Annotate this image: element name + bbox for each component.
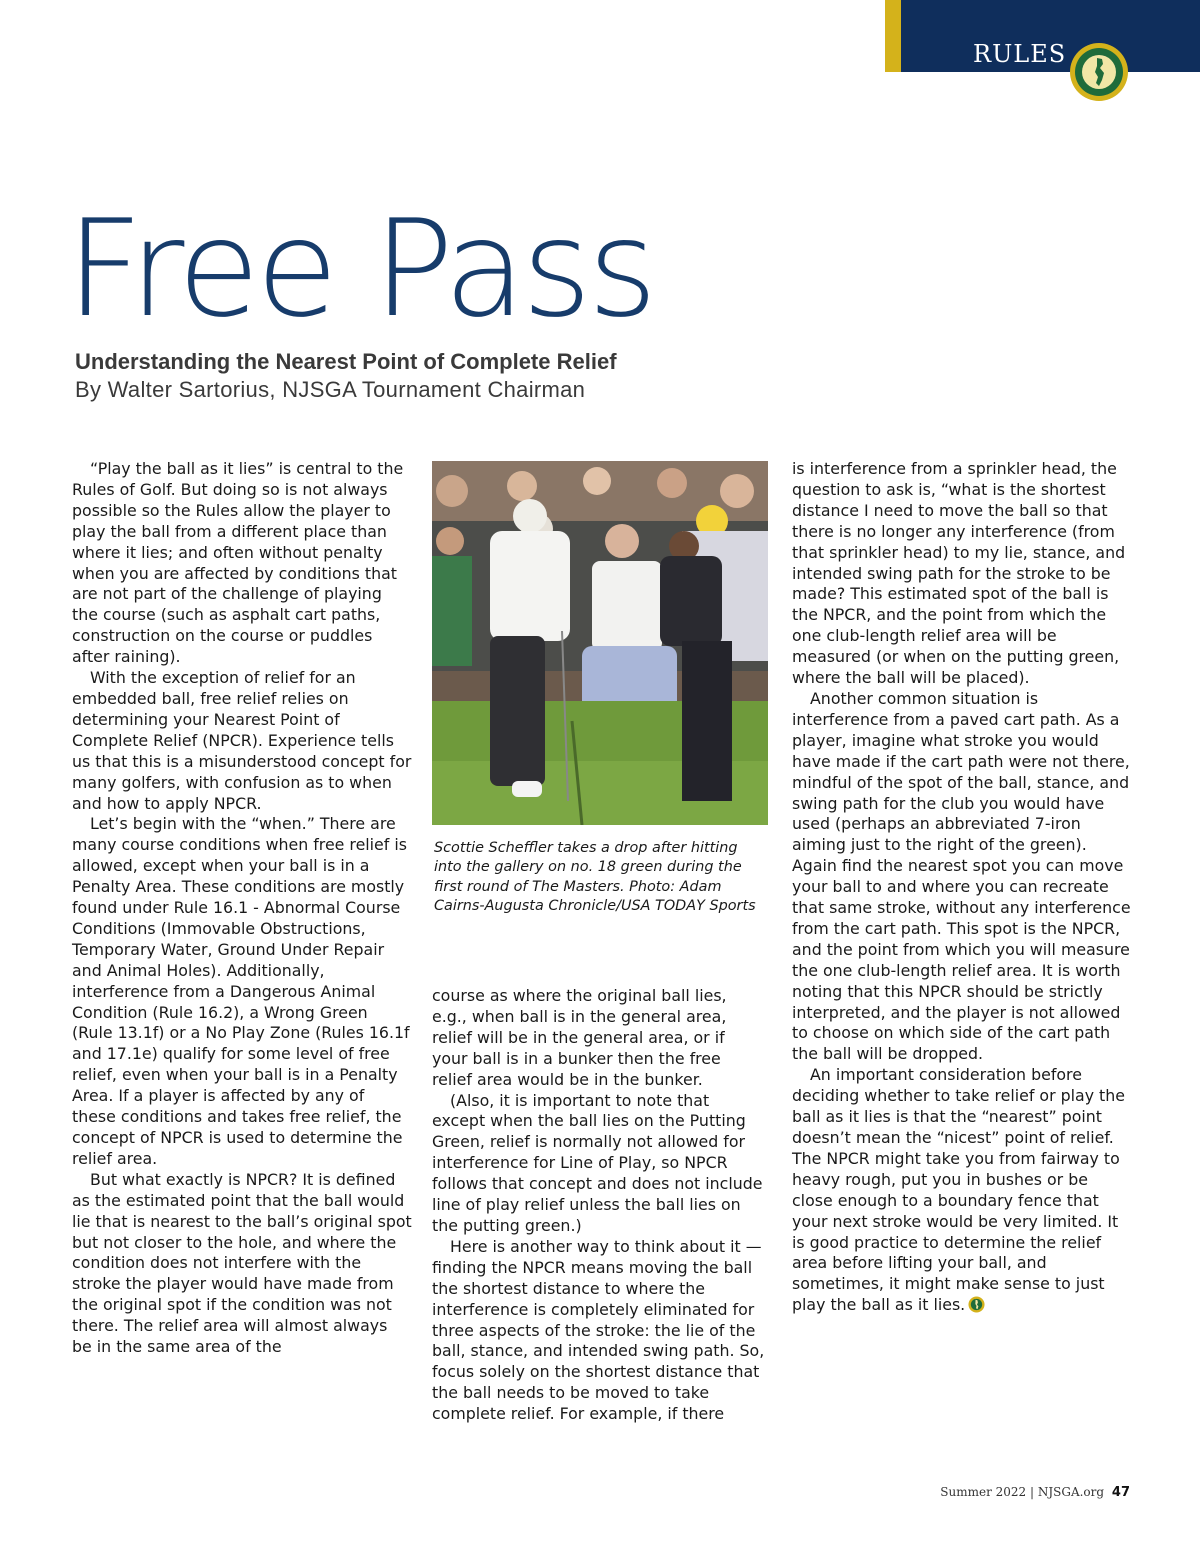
paragraph: is interference from a sprinkler head, the question to ask is, “what is the shortest distance I need to move the ball so that there is no longer any interference (from that sprinkler head) to my lie, stance, and intended swing path for the stroke to be made? This estimated spot of the ball is the NPCR, and the point from which the one club-length relief area will be measured (or when on the putting green, where the ball will be placed). [792, 459, 1126, 688]
paragraph-text: An important consideration before deciding whether to take relief or play the ball as it lies is that the “nearest” point doesn’t mean the “nicest” point of relief. The NPCR might take you from fairway to heavy rough, put you in bushes or be close enough to a boundary fence that your next stroke would be very limited. It is good practice to determine the relief area before lifting your ball, and sometimes, it might make sense to just play the ball as it lies. [792, 1065, 1125, 1315]
section-label: RULES [973, 40, 1067, 68]
article-subtitle: Understanding the Nearest Point of Complete Relief [75, 349, 617, 374]
body-column-1 [72, 459, 412, 1358]
body-column-3 [792, 459, 1132, 1316]
article-photo [432, 461, 768, 825]
photo-caption: Scottie Scheffler takes a drop after hitting into the gallery on no. 18 green during the first round of The Masters. Photo: Adam Cairns-Augusta Chronicle/USA TODAY Sports [434, 840, 756, 914]
paragraph: “Play the ball as it lies” is central to the Rules of Golf. But doing so is not always possible so the Rules allow the player to play the ball from a different place than where it lies; and often without penalty when you are affected by conditions that are not part of the challenge of playing the course (such as asphalt cart paths, construction on the course or puddles after raining). [72, 459, 404, 667]
issue-info: Summer 2022 | NJSGA.org [940, 1485, 1105, 1499]
body-column-2 [432, 986, 765, 1425]
paragraph: Another common situation is interference from a paved cart path. As a player, imagine what stroke you would have made if the cart path were not there, mindful of the spot of the ball, stance, and swing path for the club you would have used (perhaps an abbreviated 7-iron aiming just to the right of the green). Again find the nearest spot you can move your ball to and where you can recreate that same stroke, without any interference from the cart path. This spot is the NPCR, and the point from which you will measure the one club-length relief area. It is worth noting that this NPCR should be strictly interpreted, and the player is not allowed to choose on which side of the cart path the ball will be dropped. [792, 688, 1131, 1064]
end-mark-icon [968, 1296, 985, 1313]
paragraph: Let’s begin with the “when.” There are many course conditions when free relief is allowed, except when your ball is in a Penalty Area. These conditions are mostly found under Rule 16.1 - Abnormal Course Conditions (Immovable Obstructions, Temporary Water, Ground Under Repair and Animal Holes). Additionally, interference from a Dangerous Animal Condition (Rule 16.2), a Wrong Green (Rule 13.1f) or a No Play Zone (Rules 16.1f and 17.1e) qualify for some level of free relief, even when your ball is in a Penalty Area. If a player is affected by any of these conditions and takes free relief, the concept of NPCR is used to determine the relief area. [72, 814, 410, 1168]
article-title: Free Pass [66, 191, 654, 347]
njsga-seal-icon [1069, 42, 1129, 102]
paragraph: With the exception of relief for an embedded ball, free relief relies on determining your Nearest Point of Complete Relief (NPCR). Experience tells us that this is a misunderstood concept for many golfers, with confusion as to when and how to apply NPCR. [72, 668, 412, 813]
page-footer [940, 1485, 1130, 1500]
gold-accent-strip [885, 0, 901, 72]
paragraph: (Also, it is important to note that except when the ball lies on the Putting Green, relief is normally not allowed for interference for Line of Play, so NPCR follows that concept and does not include line of play relief unless the ball lies on the putting green.) [432, 1090, 763, 1235]
paragraph: But what exactly is NPCR? It is defined as the estimated point that the ball would lie that is nearest to the ball’s original spot but not closer to the hole, and where the condition does not interfere with the stroke the player would have made from the original spot if the condition was not there. The relief area will almost always be in the same area of the [72, 1169, 412, 1357]
paragraph [792, 1065, 1132, 1316]
paragraph: course as where the original ball lies, e.g., when ball is in the general area, relief will be in the general area, or if your ball is in a bunker then the free relief area would be in the bunker. [432, 986, 727, 1089]
paragraph: Here is another way to think about it — finding the NPCR means moving the ball the shortest distance to where the interference is completely eliminated for three aspects of the stroke: the lie of the ball, stance, and intended swing path. So, focus solely on the shortest distance that the ball needs to be moved to take complete relief. For example, if there [432, 1236, 765, 1424]
article-byline: By Walter Sartorius, NJSGA Tournament Chairman [75, 377, 586, 402]
page-number: 47 [1111, 1485, 1130, 1500]
section-header-band [885, 0, 1200, 72]
